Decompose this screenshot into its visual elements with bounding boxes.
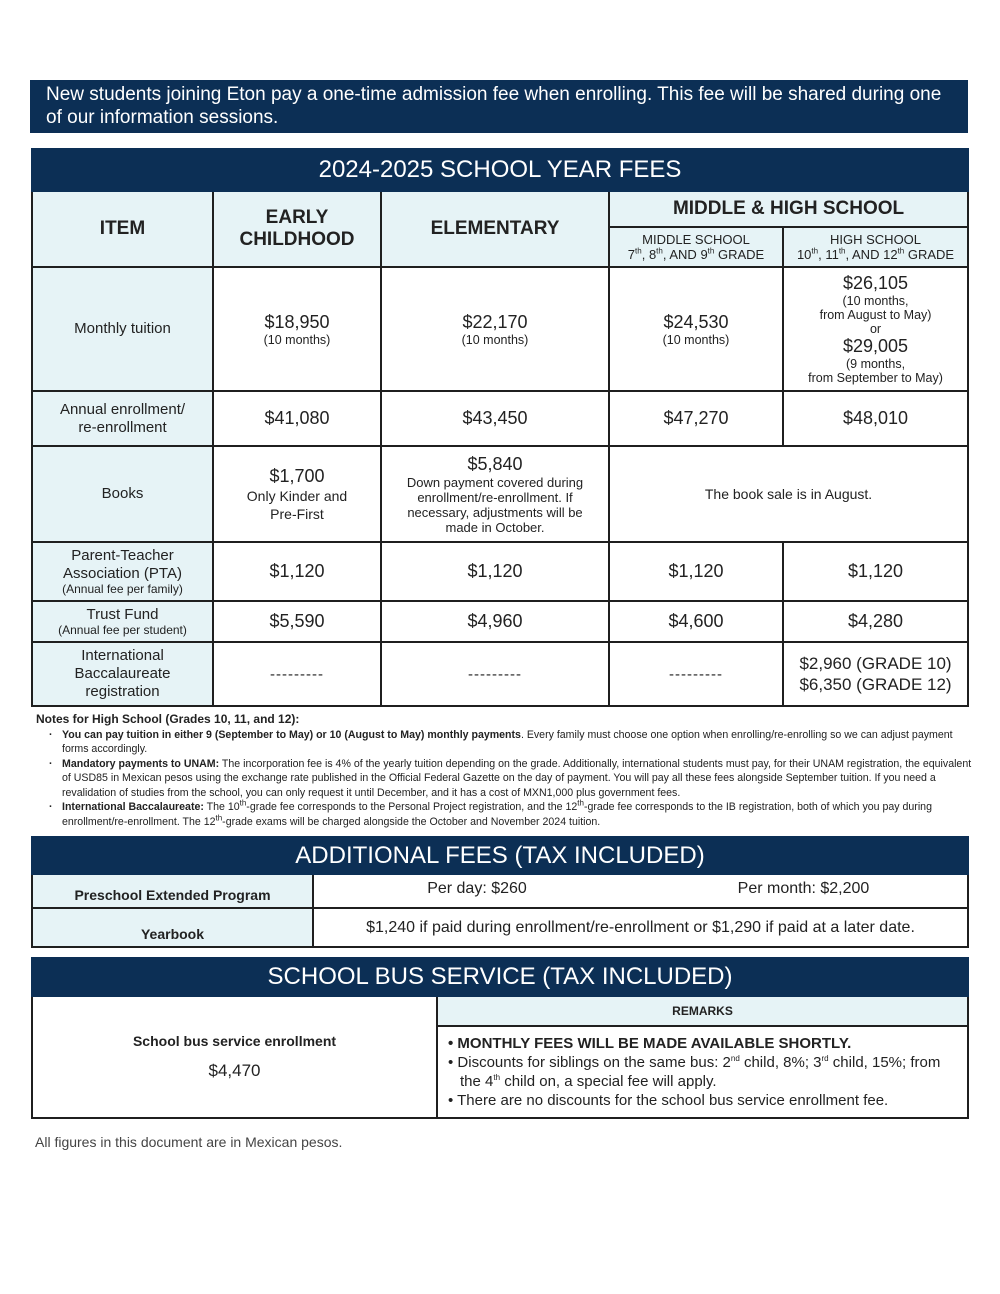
header-elementary: ELEMENTARY bbox=[381, 191, 609, 267]
note-ib: · International Baccalaureate: The 10th-grade fee corresponds to the Personal Project registration, and the 12th-grade fee corresponds to the IB registration, both of which you pay during enrollment/re-enrollment. The 12th-grade exams will be charged alongside the October and November 2024 tuition. bbox=[62, 800, 972, 829]
books-middle-high: The book sale is in August. bbox=[609, 446, 968, 542]
header-middle-school bbox=[609, 227, 783, 267]
row-monthly-tuition bbox=[32, 267, 968, 391]
monthly-elementary: $22,170 (10 months) bbox=[381, 267, 609, 391]
footer-note: All figures in this document are in Mexican pesos. bbox=[35, 1134, 343, 1150]
trust-middle: $4,600 bbox=[609, 601, 783, 642]
header-middle-high: MIDDLE & HIGH SCHOOL bbox=[609, 191, 968, 227]
intro-banner bbox=[30, 80, 968, 133]
ib-elementary: --------- bbox=[381, 642, 609, 706]
yearbook-value: $1,240 if paid during enrollment/re-enrollment or $1,290 if paid at a later date. bbox=[313, 908, 968, 947]
monthly-tuition-label: Monthly tuition bbox=[32, 267, 213, 391]
high-school-grades: 10th, 11th, AND 12th GRADE bbox=[796, 246, 955, 262]
school-bus-table bbox=[31, 957, 969, 1119]
note-tuition-options: · You can pay tuition in either 9 (September to May) or 10 (August to May) monthly payments. Every family must choose one option when enrolling/re-enrolling so we can adjust payment forms accordingly. bbox=[62, 728, 972, 757]
yearbook-label: Yearbook bbox=[32, 908, 313, 947]
row-books bbox=[32, 446, 968, 542]
additional-fees-title: ADDITIONAL FEES (TAX INCLUDED) bbox=[32, 837, 968, 874]
pta-middle: $1,120 bbox=[609, 542, 783, 601]
monthly-high: $26,105 (10 months, from August to May) or $29,005 (9 months, from September to May) bbox=[783, 267, 968, 391]
books-early: $1,700 Only Kinder and Pre-First bbox=[213, 446, 381, 542]
ib-label: International Baccalaureate registration bbox=[32, 642, 213, 706]
row-pta bbox=[32, 542, 968, 601]
intro-text: New students joining Eton pay a one-time admission fee when enrolling. This fee will be shared during one of our information sessions. bbox=[46, 84, 942, 128]
remark-monthly-fees: • MONTHLY FEES WILL BE MADE AVAILABLE SHORTLY. bbox=[448, 1035, 852, 1052]
monthly-early: $18,950 (10 months) bbox=[213, 267, 381, 391]
books-elementary: $5,840 Down payment covered during enrollment/re-enrollment. If necessary, adjustments will be made in October. bbox=[381, 446, 609, 542]
pta-high: $1,120 bbox=[783, 542, 968, 601]
bus-enrollment-label: School bus service enrollment bbox=[132, 1033, 337, 1049]
preschool-per-day: Per day: $260 bbox=[313, 874, 640, 908]
additional-fees-table bbox=[31, 836, 969, 948]
bus-enrollment-value: $4,470 bbox=[208, 1061, 261, 1080]
header-early-childhood: EARLY CHILDHOOD bbox=[213, 191, 381, 267]
ib-high: $2,960 (GRADE 10) $6,350 (GRADE 12) bbox=[783, 642, 968, 706]
annual-enrollment-label: Annual enrollment/ re-enrollment bbox=[32, 391, 213, 446]
pta-elementary: $1,120 bbox=[381, 542, 609, 601]
bus-remarks-list bbox=[437, 1026, 968, 1118]
remark-no-enrollment-discount: • There are no discounts for the school bus service enrollment fee. bbox=[448, 1092, 889, 1109]
trust-early: $5,590 bbox=[213, 601, 381, 642]
school-year-fees-table bbox=[31, 148, 969, 707]
fees-title: 2024-2025 SCHOOL YEAR FEES bbox=[32, 149, 968, 191]
pta-label: Parent-Teacher Association (PTA) (Annual fee per family) bbox=[32, 542, 213, 601]
ib-middle: --------- bbox=[609, 642, 783, 706]
notes-title: Notes for High School (Grades 10, 11, and 12): bbox=[36, 712, 300, 726]
trust-high: $4,280 bbox=[783, 601, 968, 642]
remark-sibling-discounts: • Discounts for siblings on the same bus: 2nd child, 8%; 3rd child, 15%; from the 4th child on, a special fee will apply. bbox=[448, 1054, 941, 1090]
annual-middle: $47,270 bbox=[609, 391, 783, 446]
books-label: Books bbox=[32, 446, 213, 542]
header-item: ITEM bbox=[32, 191, 213, 267]
bus-remarks-header: REMARKS bbox=[437, 996, 968, 1026]
row-trust-fund bbox=[32, 601, 968, 642]
trust-fund-label: Trust Fund (Annual fee per student) bbox=[32, 601, 213, 642]
note-unam-payments: · Mandatory payments to UNAM: The incorporation fee is 4% of the yearly tuition depending on the grade. Additionally, international students must pay, for their UNAM registration, the equivalent of USD85 in Mexican pesos using the exchange rate published in the Official Federal Gazette on the day of payment. You will pay all these fees alongside September tuition. If you need a revalidation of studies from the school, you can only request it until December, and it has a cost of MXN1,000 plus government fees. bbox=[62, 757, 972, 801]
row-ib bbox=[32, 642, 968, 706]
monthly-middle: $24,530 (10 months) bbox=[609, 267, 783, 391]
header-high-school bbox=[783, 227, 968, 267]
preschool-extended-label: Preschool Extended Program bbox=[32, 874, 313, 908]
preschool-per-month: Per month: $2,200 bbox=[640, 874, 968, 908]
bus-enrollment-cell bbox=[32, 996, 437, 1118]
annual-high: $48,010 bbox=[783, 391, 968, 446]
high-school-title: HIGH SCHOOL bbox=[830, 232, 922, 247]
trust-elementary: $4,960 bbox=[381, 601, 609, 642]
row-annual-enrollment bbox=[32, 391, 968, 446]
high-school-notes bbox=[36, 712, 972, 829]
middle-school-title: MIDDLE SCHOOL bbox=[642, 232, 750, 247]
annual-elementary: $43,450 bbox=[381, 391, 609, 446]
pta-early: $1,120 bbox=[213, 542, 381, 601]
bus-title: SCHOOL BUS SERVICE (TAX INCLUDED) bbox=[32, 958, 968, 996]
ib-early: --------- bbox=[213, 642, 381, 706]
annual-early: $41,080 bbox=[213, 391, 381, 446]
middle-school-grades: 7th, 8th, AND 9th GRADE bbox=[627, 246, 765, 262]
